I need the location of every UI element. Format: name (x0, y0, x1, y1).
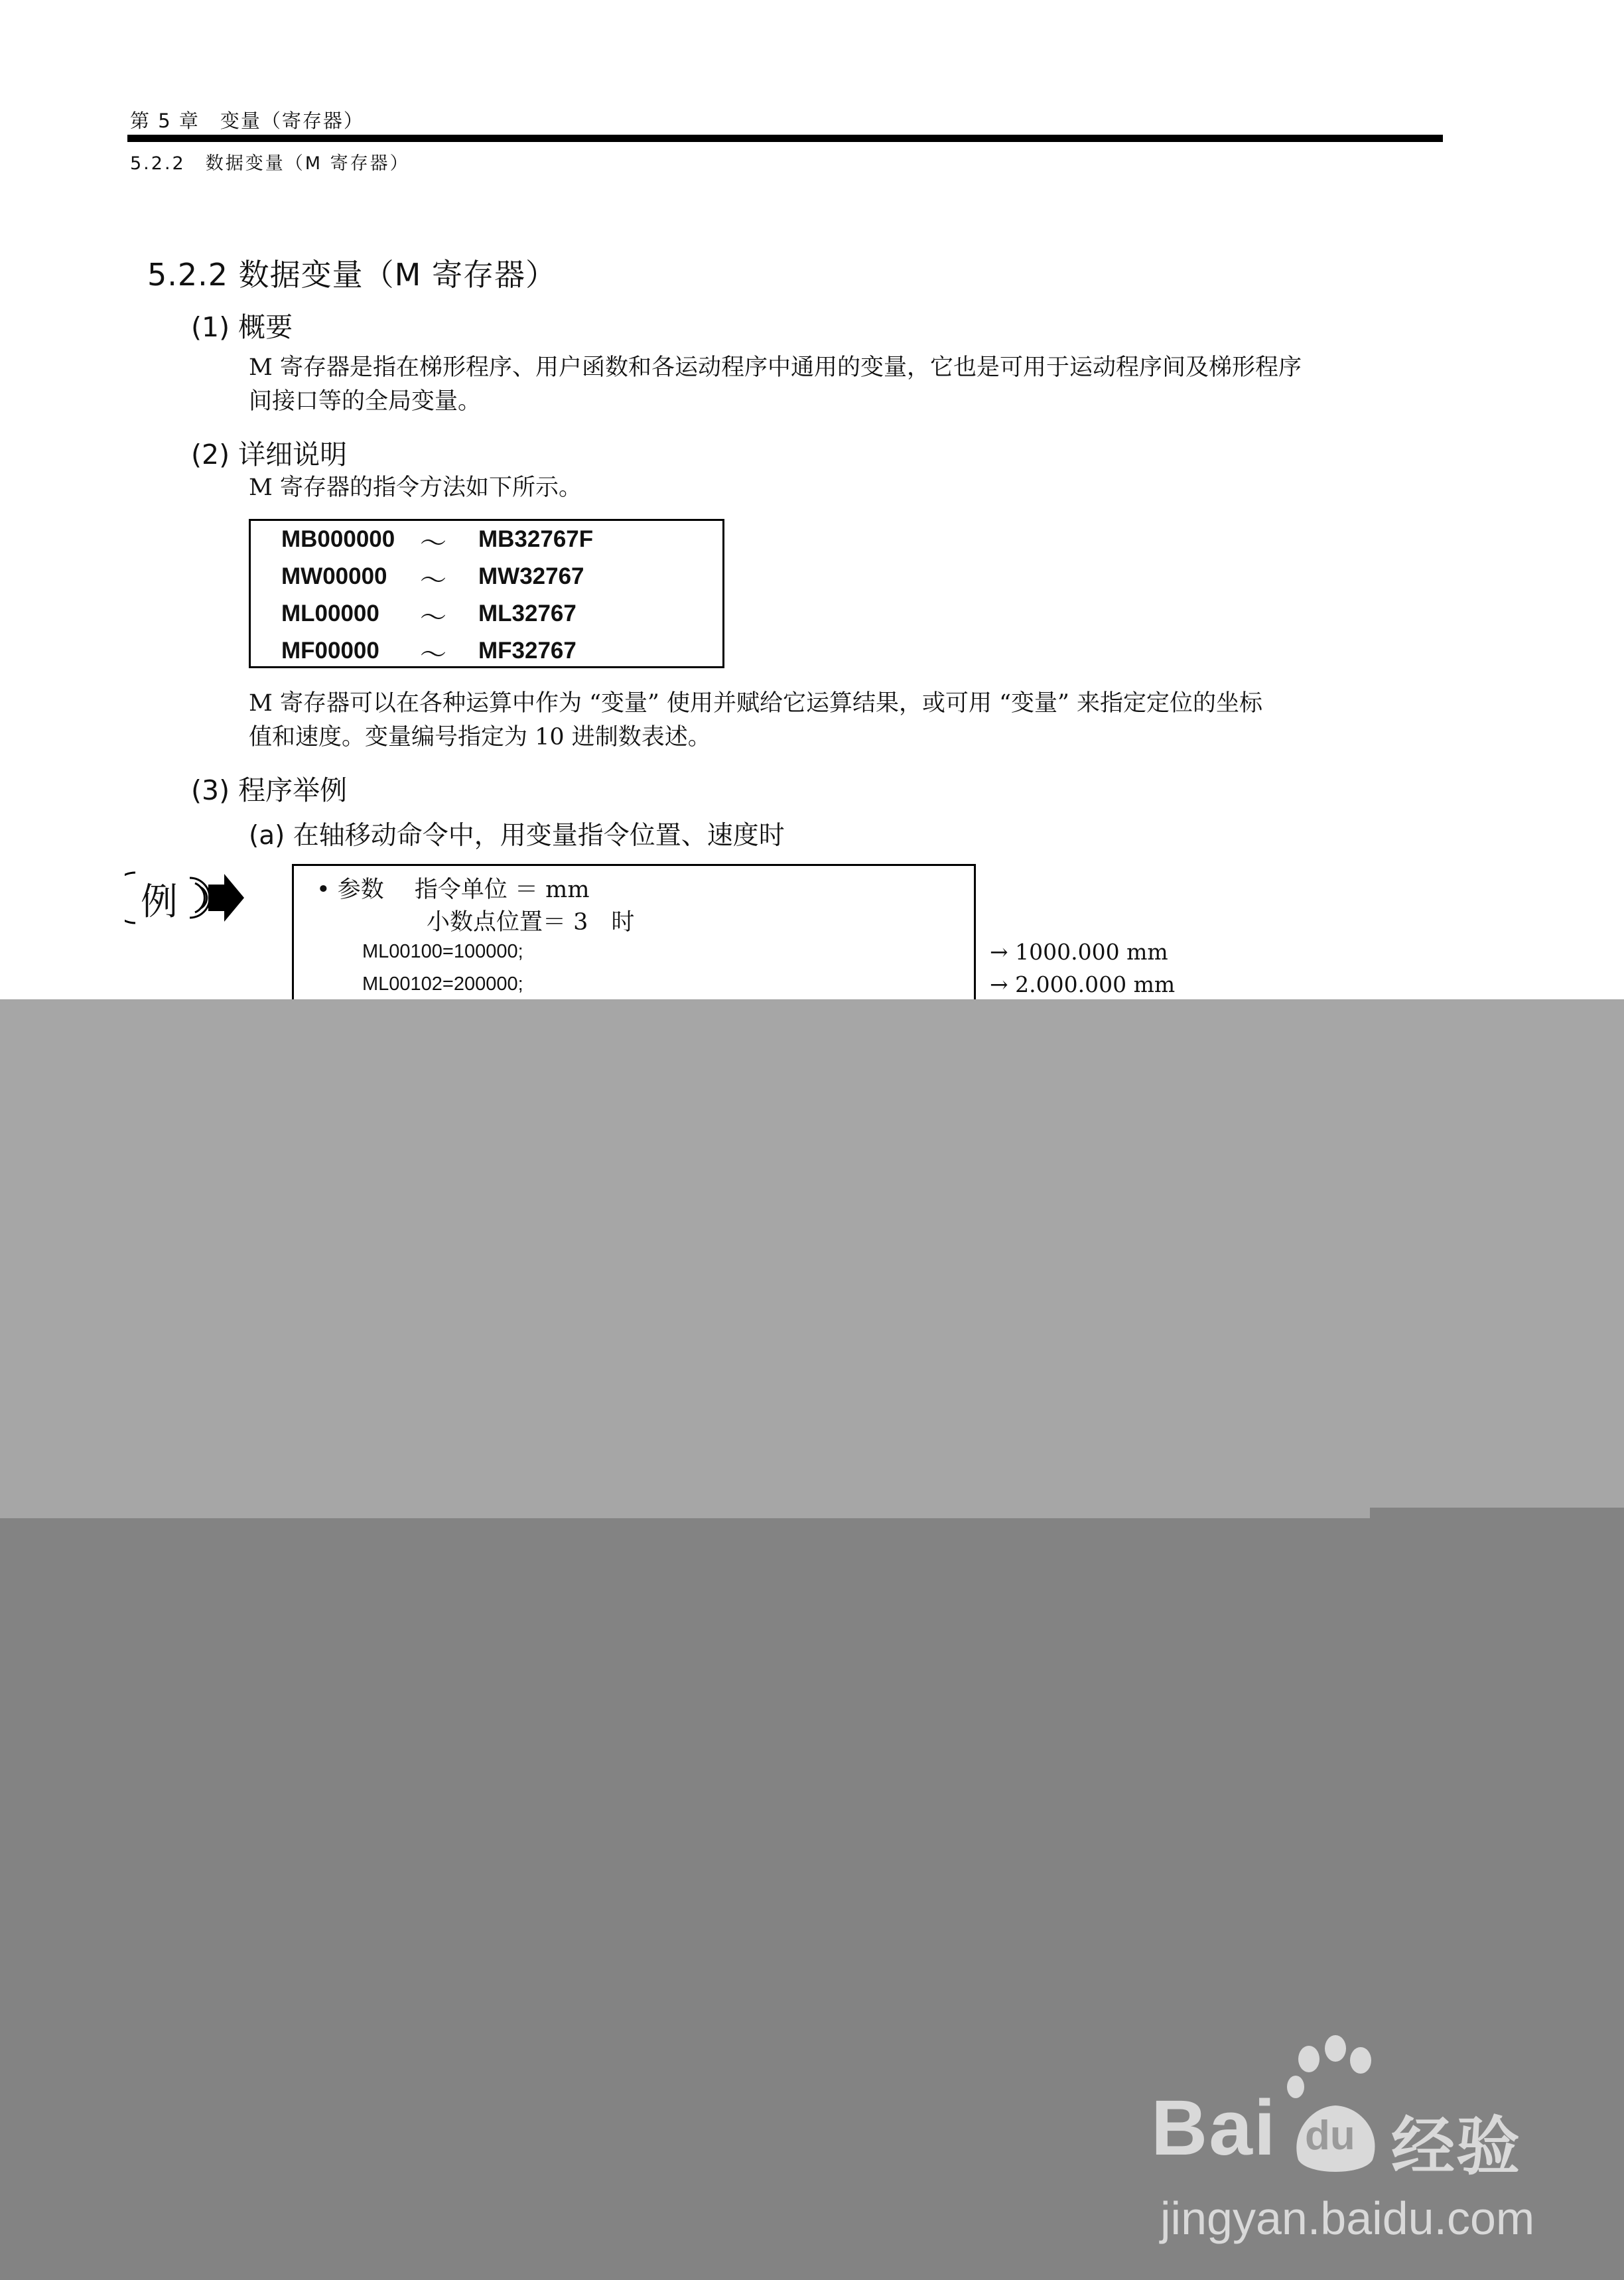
range-to: MF32767 (478, 638, 576, 664)
range-sep: ～ (420, 603, 446, 632)
watermark-url: jingyan.baidu.com (1160, 2192, 1535, 2244)
example-code-box (292, 864, 976, 1010)
paw-logo-icon (1284, 2034, 1383, 2180)
detail-intro: M 寄存器的指令方法如下所示。 (249, 474, 582, 501)
code-line-2: ML00102=200000; (362, 973, 523, 995)
section-title: 5.2.2 数据变量（M 寄存器） (147, 257, 557, 293)
range-sep: ～ (420, 566, 446, 595)
section-header: 5.2.2 数据变量（M 寄存器） (130, 153, 410, 174)
range-to: MB32767F (478, 526, 594, 552)
detail-line-2: 值和速度。变量编号指定为 10 进制数表述。 (249, 724, 711, 750)
chapter-header: 第 5 章 变量（寄存器） (130, 109, 364, 132)
param-line-2: 小数点位置＝ 3 时 (427, 909, 635, 936)
example-subheading: (a) 在轴移动命令中，用变量指令位置、速度时 (249, 821, 785, 851)
code-line-1: ML00100=100000; (362, 941, 523, 962)
header-rule (127, 135, 1443, 142)
detail-heading: (2) 详细说明 (191, 439, 348, 470)
watermark-product: 经验 (1391, 2109, 1521, 2184)
gray-overlay-upper (0, 999, 1624, 1518)
range-row (251, 522, 722, 559)
range-sep: ～ (420, 529, 446, 558)
range-from: MW00000 (281, 563, 387, 589)
range-from: MB000000 (281, 526, 395, 552)
detail-text (249, 687, 1569, 754)
range-to: MW32767 (478, 563, 584, 589)
overview-heading: (1) 概要 (191, 311, 293, 343)
register-range-table (249, 519, 724, 668)
example-icon (125, 865, 254, 931)
overview-text (249, 351, 1569, 419)
range-row (251, 597, 722, 634)
detail-line-1: M 寄存器可以在各种运算中作为 “变量” 使用并赋给它运算结果，或可用 “变量” 来指定定位的坐标 (249, 690, 1263, 717)
range-from: ML00000 (281, 601, 379, 626)
result-line-1: → 1000.000 mm (990, 939, 1168, 965)
param-line-1: • 参数 指令单位 ＝ mm (316, 877, 590, 903)
range-row (251, 634, 722, 671)
range-to: ML32767 (478, 601, 576, 626)
watermark-brand: Bai (1151, 2084, 1277, 2172)
result-line-2: → 2.000.000 mm (990, 971, 1176, 997)
range-sep: ～ (420, 640, 446, 670)
baidu-watermark (1151, 2034, 1562, 2246)
paw-logo-text: du (1305, 2113, 1355, 2159)
range-row (251, 559, 722, 597)
overview-line-1: M 寄存器是指在梯形程序、用户函数和各运动程序中通用的变量，它也是可用于运动程序间及梯形程序 (249, 354, 1302, 381)
example-heading: (3) 程序举例 (191, 774, 348, 806)
range-from: MF00000 (281, 638, 379, 664)
overview-line-2: 间接口等的全局变量。 (249, 388, 482, 415)
example-icon-label: 例 (141, 881, 178, 924)
